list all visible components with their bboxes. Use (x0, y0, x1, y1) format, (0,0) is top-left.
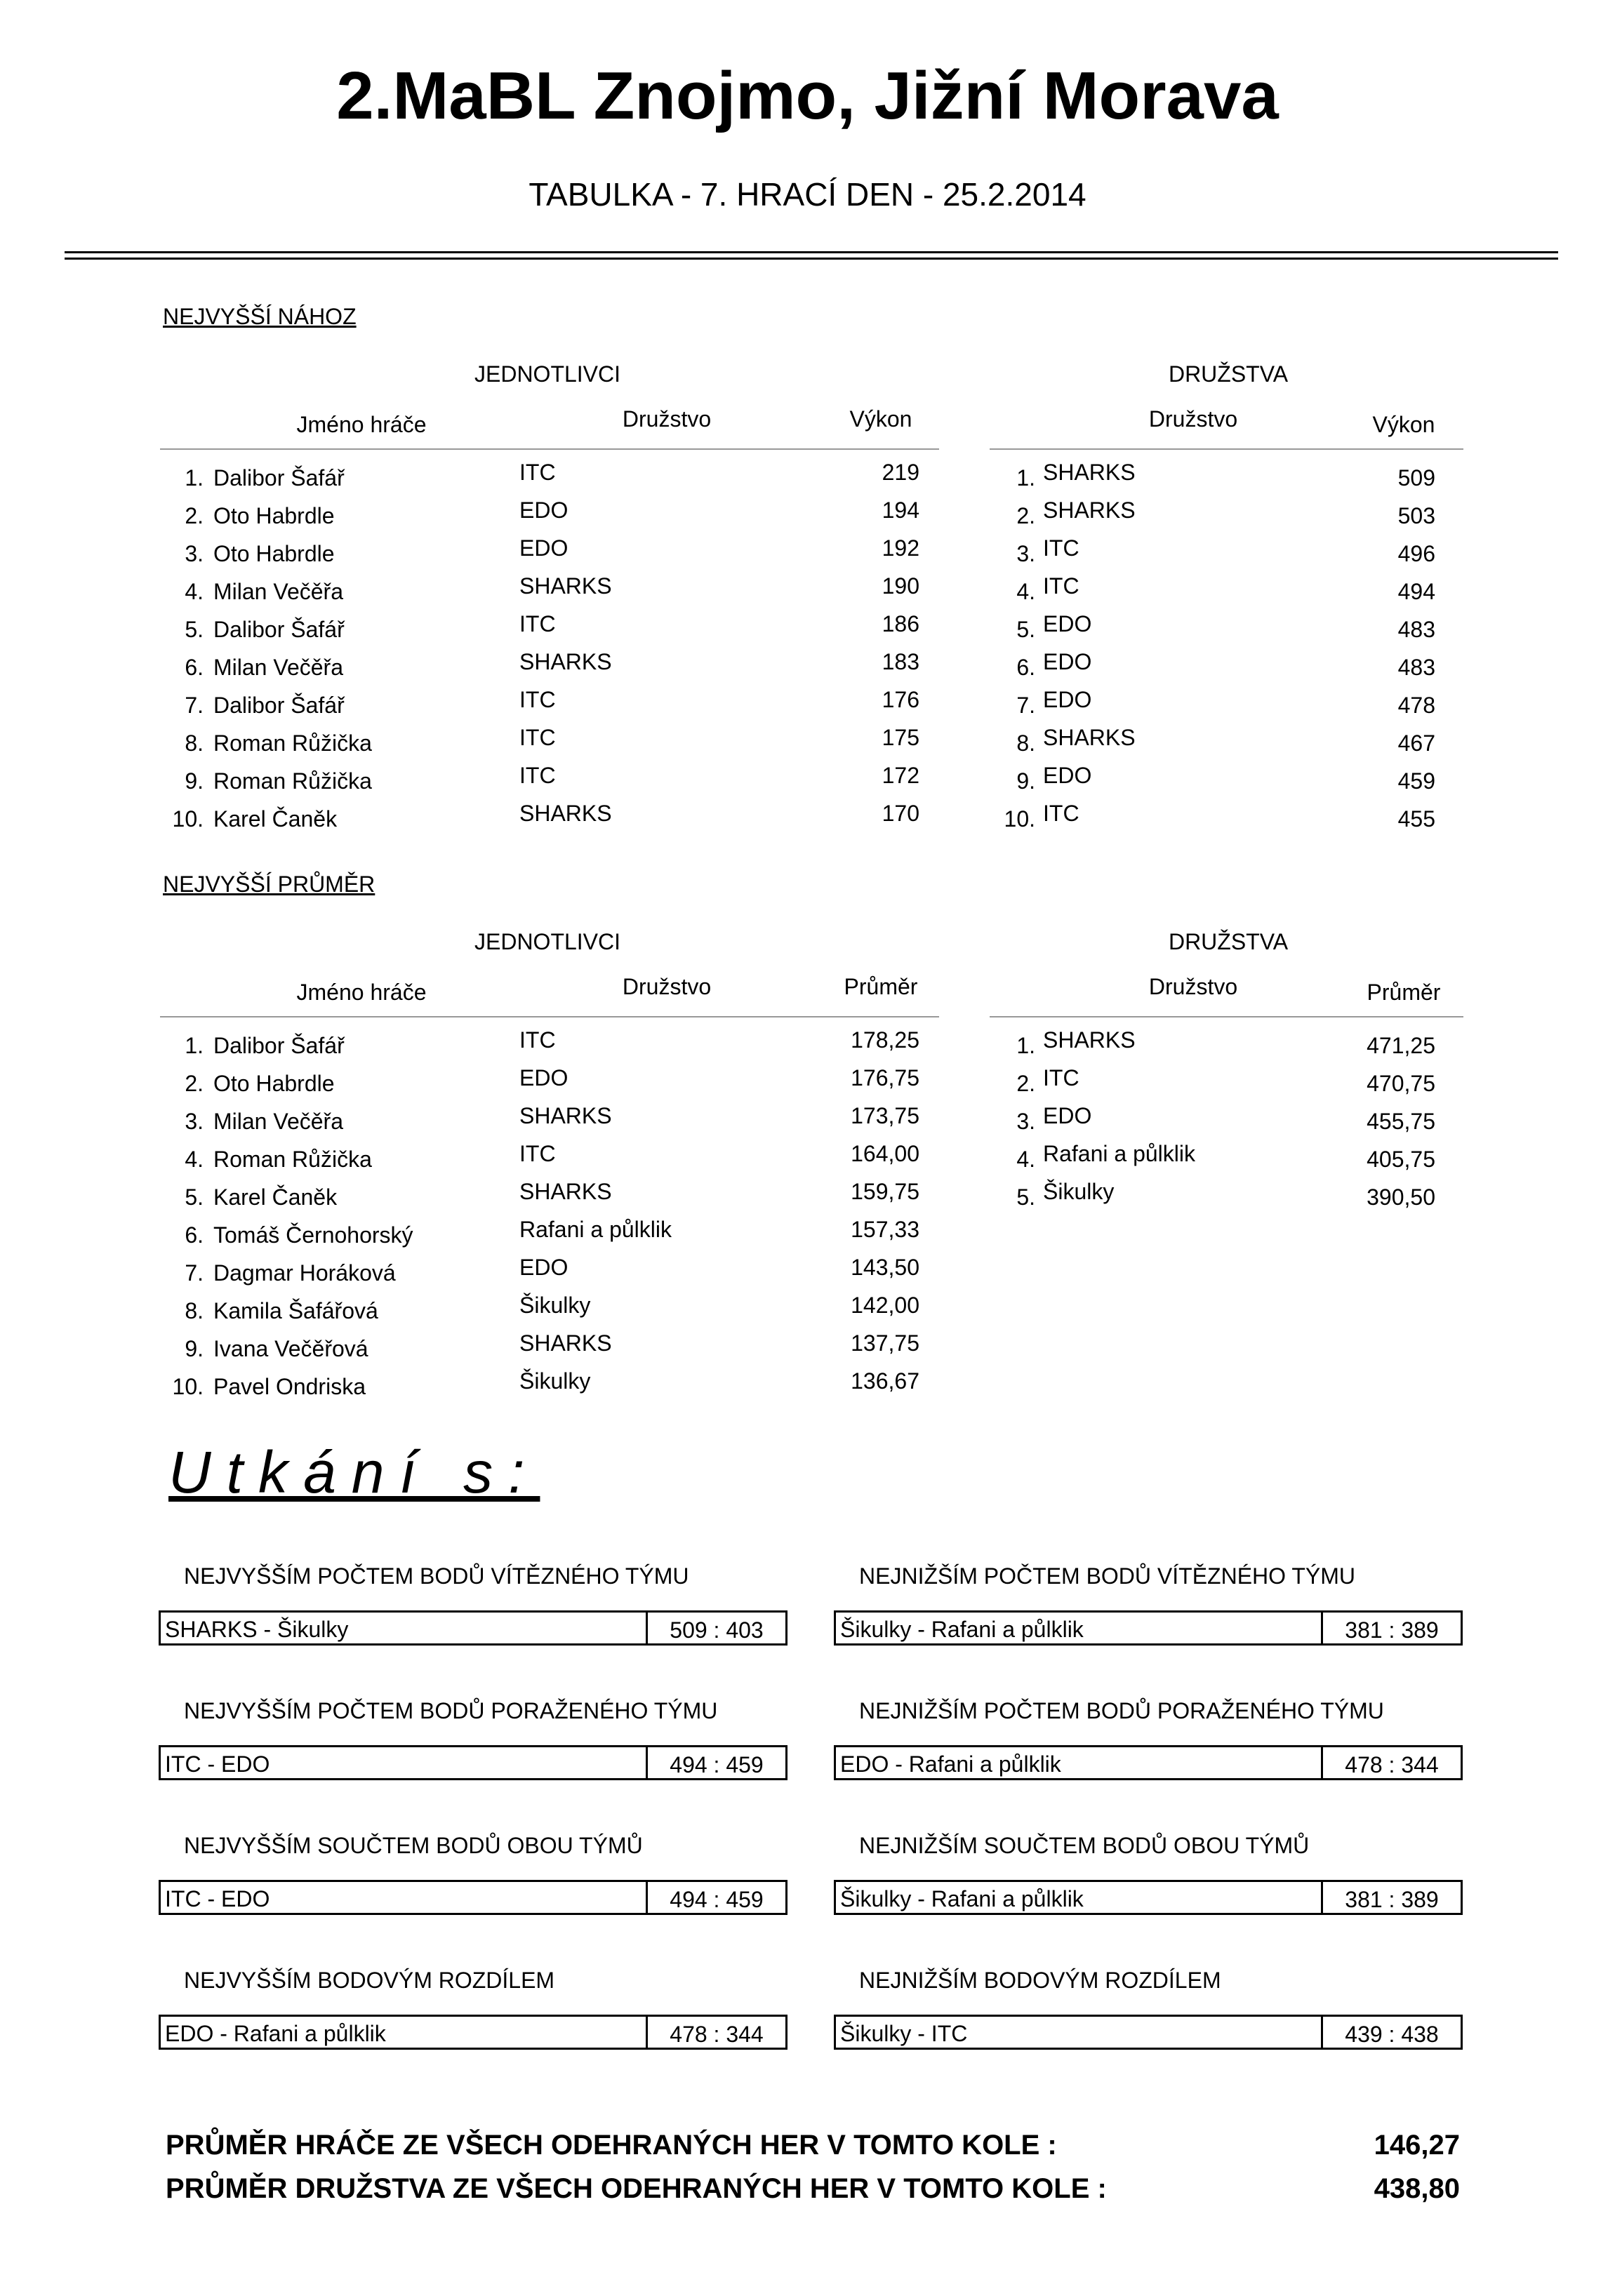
prumer-col-value: Průměr (844, 974, 918, 999)
naho-row-player: Karel Čaněk (213, 806, 338, 832)
team-average-label: PRŮMĚR DRUŽSTVA ZE VŠECH ODEHRANÝCH HER V TOMTO KOLE : (166, 2173, 1107, 2204)
naho-team-name: ITC (1043, 535, 1079, 561)
player-average-value: 146,27 (1374, 2130, 1460, 2161)
page-title: 2.MaBL Znojmo, Jižní Morava (336, 58, 1279, 133)
match-category-label: NEJNIŽŠÍM SOUČTEM BODŮ OBOU TÝMŮ (859, 1833, 1310, 1858)
naho-row-rank: 8. (185, 730, 204, 756)
prumer-team-rank: 4. (1016, 1147, 1035, 1172)
naho-team-name: SHARKS (1043, 460, 1136, 485)
prumer-row-rank: 8. (185, 1298, 204, 1323)
naho-row-rank: 7. (185, 693, 204, 718)
match-box (159, 1880, 787, 1915)
match-score: 478 : 344 (646, 2017, 785, 2048)
prumer-teams-title: DRUŽSTVA (1168, 929, 1289, 954)
naho-row-player: Roman Růžička (213, 768, 372, 794)
prumer-row-rank: 7. (185, 1260, 204, 1286)
naho-row-rank: 4. (185, 579, 204, 604)
prumer-row-rank: 9. (185, 1336, 204, 1361)
naho-row-rank: 9. (185, 768, 204, 794)
header-divider (65, 251, 1558, 260)
prumer-team-value: 470,75 (1367, 1071, 1435, 1096)
prumer-row-rank: 6. (185, 1222, 204, 1248)
prumer-row-team: ITC (519, 1141, 556, 1166)
match-category-label: NEJNIŽŠÍM POČTEM BODŮ VÍTĚZNÉHO TÝMU (859, 1563, 1355, 1589)
naho-col-player: Jméno hráče (296, 412, 427, 437)
prumer-row-team: SHARKS (519, 1103, 612, 1128)
naho-row-value: 170 (882, 801, 919, 826)
naho-team-name: SHARKS (1043, 498, 1136, 523)
prumer-row-value: 136,67 (851, 1368, 919, 1394)
naho-col-value: Výkon (849, 406, 912, 432)
prumer-team-value: 405,75 (1367, 1147, 1435, 1172)
naho-row-player: Oto Habrdle (213, 503, 335, 528)
prumer-row-team: SHARKS (519, 1179, 612, 1204)
naho-teams-rule (990, 448, 1463, 450)
naho-row-player: Milan Večěřa (213, 655, 343, 680)
prumer-row-rank: 1. (185, 1033, 204, 1058)
prumer-col-team: Družstvo (622, 974, 712, 999)
naho-section-title: NEJVYŠŠÍ NÁHOZ (163, 304, 357, 329)
naho-team-rank: 8. (1016, 730, 1035, 756)
naho-team-rank: 7. (1016, 693, 1035, 718)
matches-title: Utkání s: (168, 1439, 540, 1505)
prumer-team-value: 390,50 (1367, 1184, 1435, 1210)
prumer-teams-col-team: Družstvo (1148, 974, 1238, 999)
prumer-row-value: 178,25 (851, 1027, 919, 1053)
naho-team-rank: 5. (1016, 617, 1035, 642)
naho-team-name: ITC (1043, 801, 1079, 826)
prumer-team-rank: 5. (1016, 1184, 1035, 1210)
prumer-team-rank: 2. (1016, 1071, 1035, 1096)
match-category-label: NEJVYŠŠÍM BODOVÝM ROZDÍLEM (184, 1968, 555, 1993)
naho-row-player: Roman Růžička (213, 730, 372, 756)
page-subtitle: TABULKA - 7. HRACÍ DEN - 25.2.2014 (529, 176, 1086, 213)
prumer-row-rank: 3. (185, 1109, 204, 1134)
prumer-row-player: Milan Večěřa (213, 1109, 343, 1134)
prumer-row-value: 159,75 (851, 1179, 919, 1204)
prumer-row-value: 173,75 (851, 1103, 919, 1128)
match-teams: SHARKS - Šikulky (165, 1617, 349, 1642)
prumer-team-rank: 1. (1016, 1033, 1035, 1058)
naho-row-value: 172 (882, 763, 919, 788)
match-score: 381 : 389 (1321, 1613, 1461, 1643)
naho-team-rank: 10. (1004, 806, 1035, 832)
prumer-individuals-title: JEDNOTLIVCI (474, 929, 621, 954)
match-box (834, 1880, 1463, 1915)
naho-team-name: EDO (1043, 763, 1092, 788)
prumer-team-value: 471,25 (1367, 1033, 1435, 1058)
prumer-team-name: Rafani a půlklik (1043, 1141, 1195, 1166)
naho-row-rank: 10. (172, 806, 204, 832)
prumer-row-player: Pavel Ondriska (213, 1374, 366, 1399)
prumer-row-player: Dalibor Šafář (213, 1033, 345, 1058)
naho-row-rank: 2. (185, 503, 204, 528)
naho-row-player: Dalibor Šafář (213, 693, 345, 718)
naho-row-team: EDO (519, 498, 569, 523)
prumer-row-team: Šikulky (519, 1293, 591, 1318)
naho-team-value: 459 (1397, 768, 1435, 794)
naho-col-team: Družstvo (622, 406, 712, 432)
prumer-team-value: 455,75 (1367, 1109, 1435, 1134)
match-box (159, 2015, 787, 2050)
naho-team-value: 467 (1397, 730, 1435, 756)
naho-row-team: SHARKS (519, 649, 612, 674)
prumer-teams-rule (990, 1016, 1463, 1017)
naho-row-value: 183 (882, 649, 919, 674)
prumer-row-player: Ivana Večěřová (213, 1336, 368, 1361)
prumer-row-team: EDO (519, 1255, 569, 1280)
naho-team-rank: 6. (1016, 655, 1035, 680)
naho-row-team: ITC (519, 687, 556, 712)
prumer-row-value: 143,50 (851, 1255, 919, 1280)
naho-row-value: 186 (882, 611, 919, 636)
naho-row-player: Dalibor Šafář (213, 617, 345, 642)
prumer-row-player: Oto Habrdle (213, 1071, 335, 1096)
naho-team-name: EDO (1043, 649, 1092, 674)
prumer-row-value: 137,75 (851, 1330, 919, 1356)
naho-row-value: 176 (882, 687, 919, 712)
naho-team-value: 503 (1397, 503, 1435, 528)
match-teams: ITC - EDO (165, 1886, 270, 1911)
match-box (834, 2015, 1463, 2050)
prumer-team-rank: 3. (1016, 1109, 1035, 1134)
naho-row-player: Milan Večěřa (213, 579, 343, 604)
naho-row-team: ITC (519, 460, 556, 485)
naho-row-team: ITC (519, 725, 556, 750)
naho-team-rank: 9. (1016, 768, 1035, 794)
naho-row-value: 175 (882, 725, 919, 750)
naho-team-name: EDO (1043, 611, 1092, 636)
match-category-label: NEJVYŠŠÍM POČTEM BODŮ VÍTĚZNÉHO TÝMU (184, 1563, 689, 1589)
naho-team-value: 483 (1397, 655, 1435, 680)
prumer-row-value: 142,00 (851, 1293, 919, 1318)
match-score: 509 : 403 (646, 1613, 785, 1643)
naho-team-value: 509 (1397, 465, 1435, 490)
naho-team-name: SHARKS (1043, 725, 1136, 750)
match-box (834, 1745, 1463, 1780)
naho-row-rank: 3. (185, 541, 204, 566)
match-teams: ITC - EDO (165, 1751, 270, 1777)
naho-row-rank: 1. (185, 465, 204, 490)
match-teams: Šikulky - Rafani a půlklik (840, 1617, 1084, 1642)
naho-teams-col-value: Výkon (1372, 412, 1435, 437)
prumer-row-value: 157,33 (851, 1217, 919, 1242)
naho-row-team: ITC (519, 763, 556, 788)
naho-team-value: 496 (1397, 541, 1435, 566)
prumer-team-name: EDO (1043, 1103, 1092, 1128)
naho-row-team: SHARKS (519, 573, 612, 599)
prumer-row-value: 164,00 (851, 1141, 919, 1166)
match-score: 439 : 438 (1321, 2017, 1461, 2048)
prumer-row-player: Karel Čaněk (213, 1184, 338, 1210)
prumer-team-name: Šikulky (1043, 1179, 1115, 1204)
naho-row-player: Oto Habrdle (213, 541, 335, 566)
match-teams: EDO - Rafani a půlklik (840, 1751, 1061, 1777)
naho-row-rank: 6. (185, 655, 204, 680)
naho-teams-col-team: Družstvo (1148, 406, 1238, 432)
player-average-label: PRŮMĚR HRÁČE ZE VŠECH ODEHRANÝCH HER V TOMTO KOLE : (166, 2130, 1057, 2161)
match-score: 478 : 344 (1321, 1747, 1461, 1778)
match-score: 381 : 389 (1321, 1882, 1461, 1913)
prumer-individuals-rule (160, 1016, 939, 1017)
prumer-row-player: Roman Růžička (213, 1147, 372, 1172)
naho-row-team: ITC (519, 611, 556, 636)
match-box (159, 1610, 787, 1646)
match-category-label: NEJVYŠŠÍM POČTEM BODŮ PORAŽENÉHO TÝMU (184, 1698, 718, 1723)
match-teams: EDO - Rafani a půlklik (165, 2021, 386, 2046)
prumer-section-title: NEJVYŠŠÍ PRŮMĚR (163, 872, 375, 897)
naho-row-team: SHARKS (519, 801, 612, 826)
naho-individuals-title: JEDNOTLIVCI (474, 361, 621, 387)
naho-row-value: 190 (882, 573, 919, 599)
naho-row-team: EDO (519, 535, 569, 561)
prumer-row-player: Dagmar Horáková (213, 1260, 396, 1286)
naho-row-value: 194 (882, 498, 919, 523)
prumer-row-player: Tomáš Černohorský (213, 1222, 413, 1248)
naho-row-value: 192 (882, 535, 919, 561)
prumer-teams-col-value: Průměr (1367, 980, 1441, 1005)
naho-individuals-rule (160, 448, 939, 450)
match-teams: Šikulky - ITC (840, 2021, 968, 2046)
prumer-col-player: Jméno hráče (296, 980, 427, 1005)
naho-row-value: 219 (882, 460, 919, 485)
naho-team-value: 478 (1397, 693, 1435, 718)
prumer-row-team: EDO (519, 1065, 569, 1090)
naho-team-rank: 3. (1016, 541, 1035, 566)
match-score: 494 : 459 (646, 1747, 785, 1778)
prumer-row-team: Šikulky (519, 1368, 591, 1394)
match-teams: Šikulky - Rafani a půlklik (840, 1886, 1084, 1911)
team-average-value: 438,80 (1374, 2173, 1460, 2204)
match-score: 494 : 459 (646, 1882, 785, 1913)
match-box (159, 1745, 787, 1780)
naho-team-rank: 4. (1016, 579, 1035, 604)
naho-team-rank: 2. (1016, 503, 1035, 528)
prumer-row-team: ITC (519, 1027, 556, 1053)
naho-team-rank: 1. (1016, 465, 1035, 490)
naho-team-value: 494 (1397, 579, 1435, 604)
naho-team-value: 483 (1397, 617, 1435, 642)
match-category-label: NEJNIŽŠÍM BODOVÝM ROZDÍLEM (859, 1968, 1221, 1993)
prumer-row-value: 176,75 (851, 1065, 919, 1090)
prumer-row-team: Rafani a půlklik (519, 1217, 672, 1242)
prumer-row-rank: 10. (172, 1374, 204, 1399)
prumer-team-name: ITC (1043, 1065, 1079, 1090)
prumer-row-player: Kamila Šafářová (213, 1298, 378, 1323)
prumer-row-rank: 5. (185, 1184, 204, 1210)
naho-team-value: 455 (1397, 806, 1435, 832)
prumer-row-team: SHARKS (519, 1330, 612, 1356)
prumer-team-name: SHARKS (1043, 1027, 1136, 1053)
match-box (834, 1610, 1463, 1646)
naho-teams-title: DRUŽSTVA (1168, 361, 1289, 387)
prumer-row-rank: 2. (185, 1071, 204, 1096)
match-category-label: NEJNIŽŠÍM POČTEM BODŮ PORAŽENÉHO TÝMU (859, 1698, 1384, 1723)
naho-row-player: Dalibor Šafář (213, 465, 345, 490)
naho-team-name: EDO (1043, 687, 1092, 712)
naho-team-name: ITC (1043, 573, 1079, 599)
prumer-row-rank: 4. (185, 1147, 204, 1172)
match-category-label: NEJVYŠŠÍM SOUČTEM BODŮ OBOU TÝMŮ (184, 1833, 643, 1858)
naho-row-rank: 5. (185, 617, 204, 642)
